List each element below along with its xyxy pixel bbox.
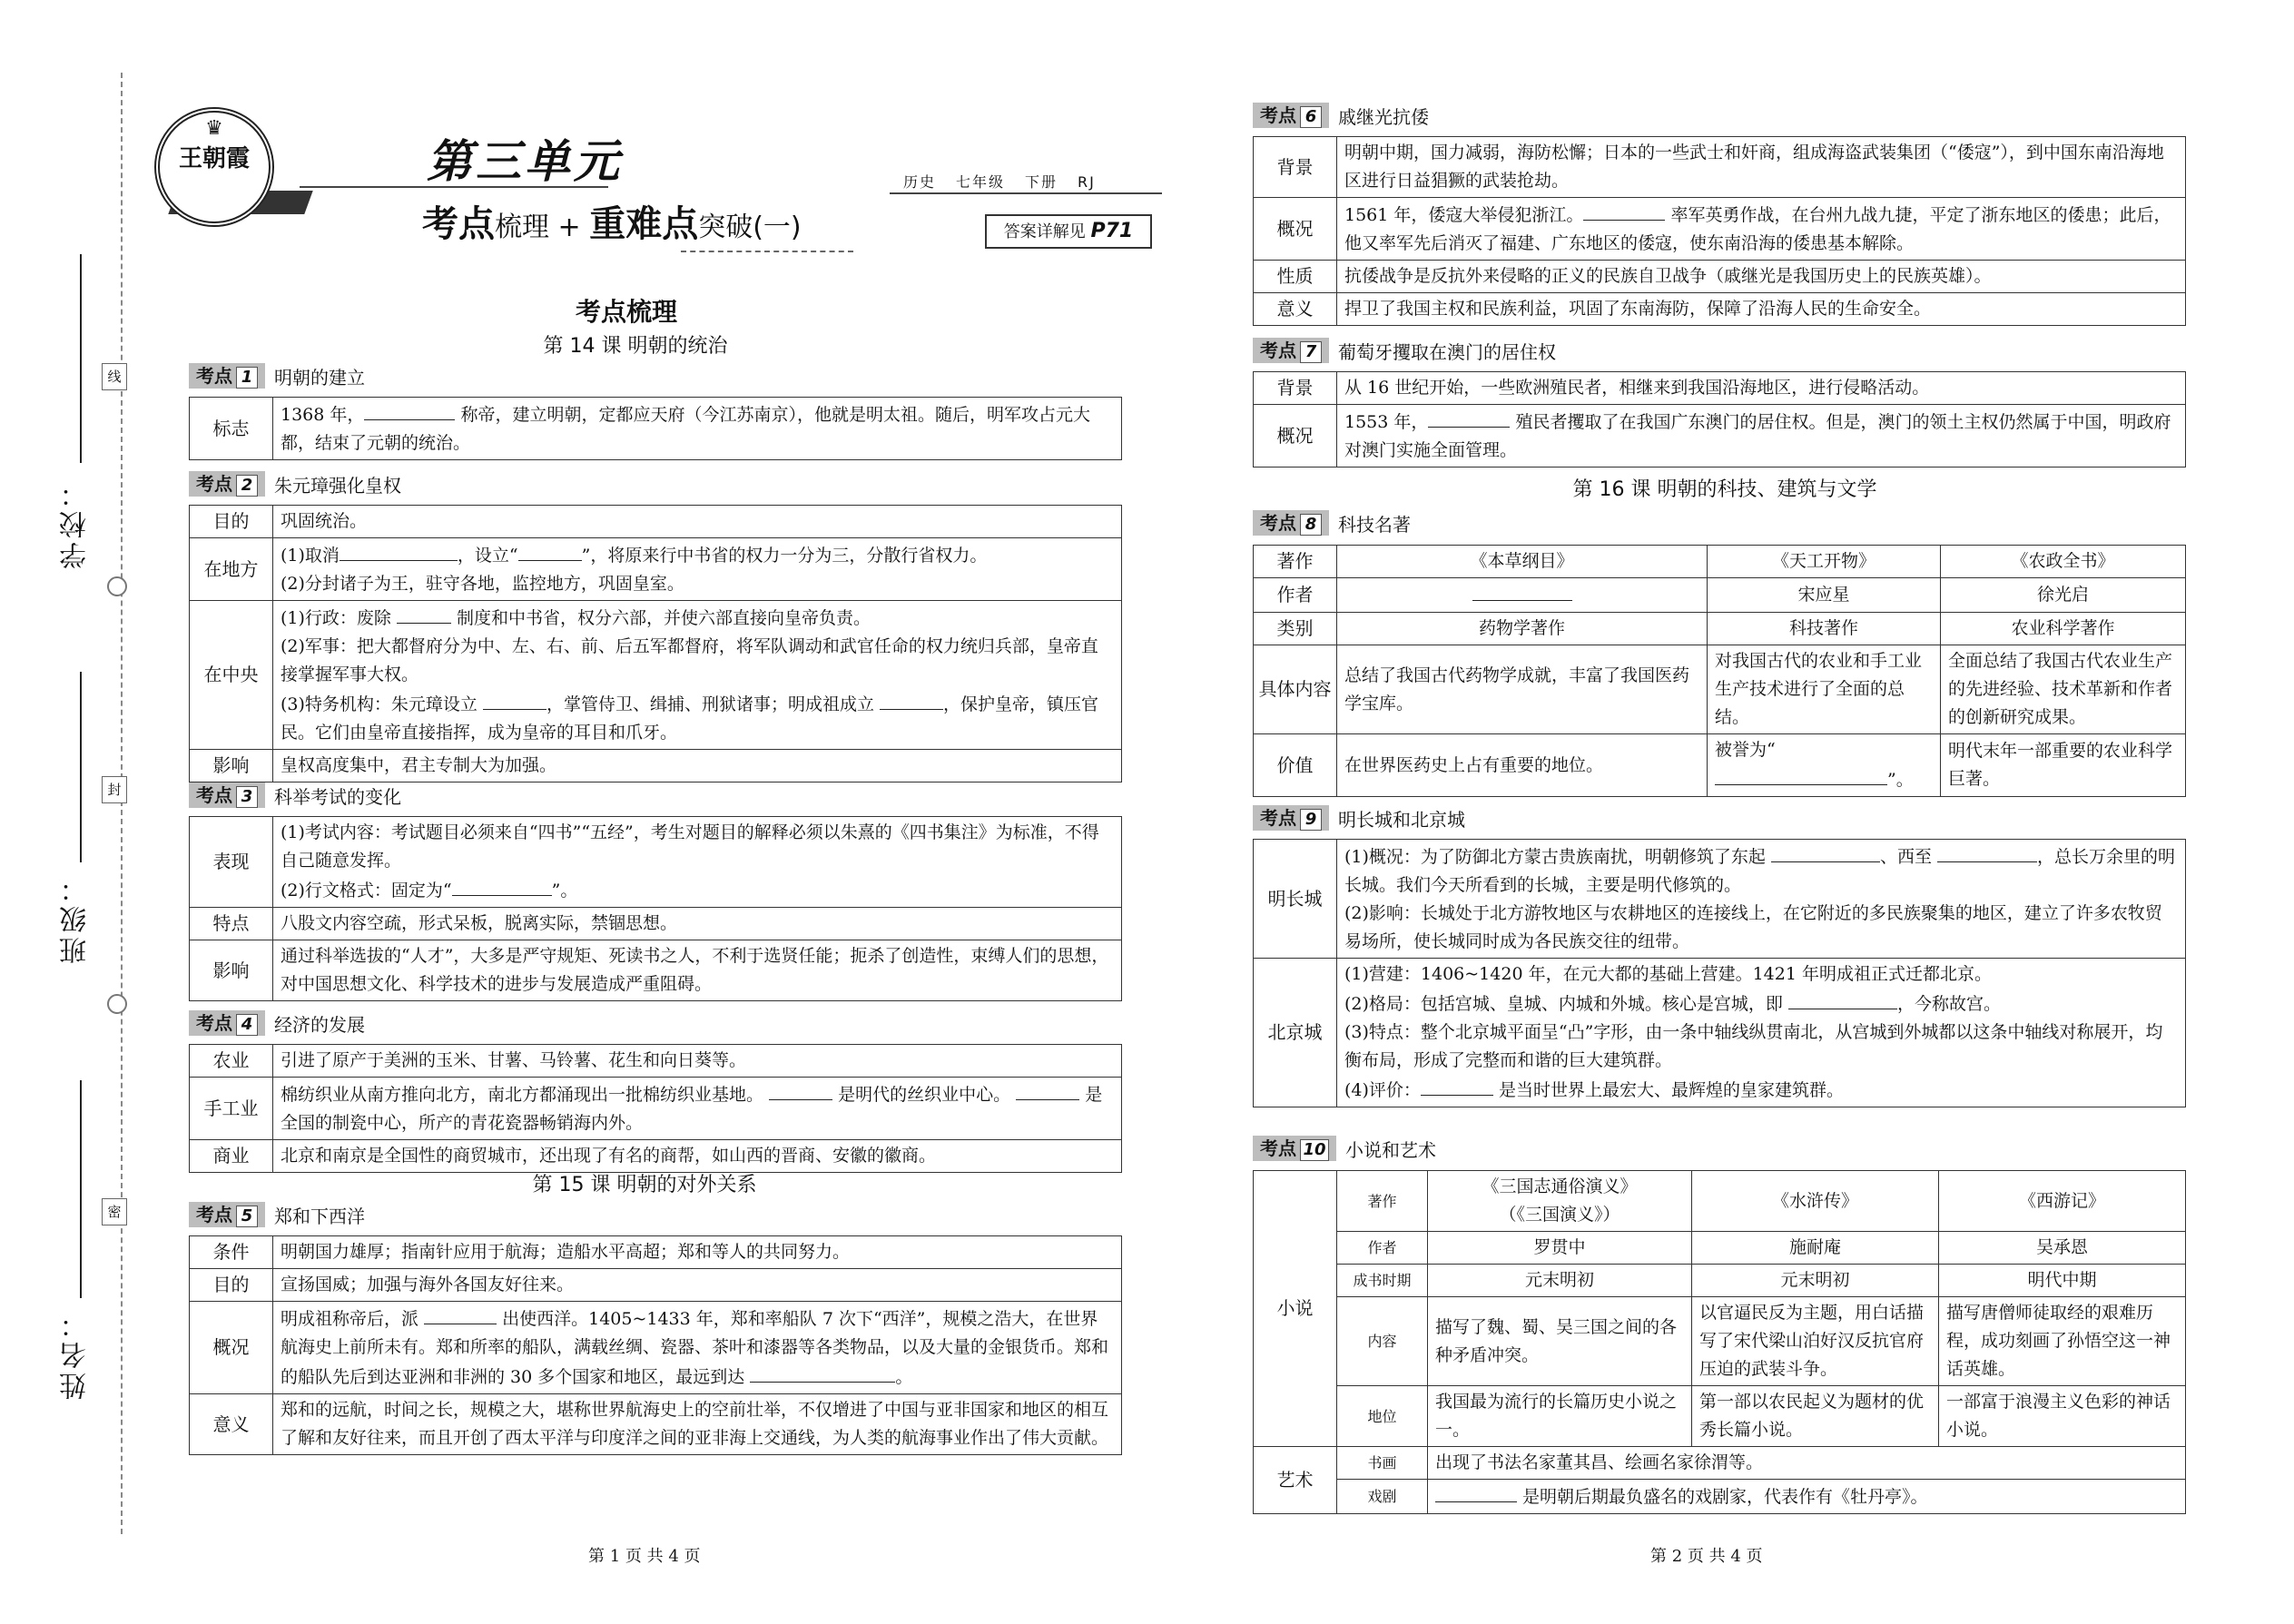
blank[interactable]	[424, 1304, 497, 1324]
blank[interactable]	[769, 1079, 832, 1100]
page-number-right: 第 2 页 共 4 页	[1650, 1547, 1763, 1566]
binding-dashed-line	[121, 73, 123, 1534]
blank[interactable]	[397, 603, 451, 624]
topic-4-heading: 考点 4 经济的发展	[189, 1010, 365, 1036]
divider	[890, 192, 1162, 194]
punch-hole	[107, 576, 127, 596]
blank[interactable]	[364, 399, 455, 420]
topic-7-table: 背景 从 16 世纪开始，一些欧洲殖民者，相继来到我国沿海地区，进行侵略活动。 概况 1553 年， 殖民者攫取了在我国广东澳门的居住权。但是，澳门的领土主权仍然属于中国，明政府对澳门实施全面管理。	[1253, 371, 2186, 468]
page-number-left: 第 1 页 共 4 页	[588, 1547, 701, 1566]
topic-10-table: 小说 著作 《三国志通俗演义》 （《三国演义》） 《水浒传》 《西游记》 作者 罗贯中 施耐庵 吴承恩 成书时期 元末明初 元末明初 明代中期 内容 描写了魏、蜀、吴三国之间的各种矛盾冲突。 以官逼民反为主题，用白话描写了宋代梁山泊好汉反抗官府压迫的武装斗争。 描写唐僧师徒取经的艰难历程，成功刻画了孙悟空这一神话英雄。 地位 我国最为流行的长篇历史小说之一。 第一部以农民起义为题材的优秀长篇小说。 一部富于浪漫主义色彩的神话小说。 艺术 书画 出现了书法名家董其昌、绘画名家徐渭等。 戏剧 是明朝后期最负盛名的戏剧家，代表作有《牡丹亭》。	[1253, 1170, 2186, 1514]
section-heading: 考点梳理	[575, 297, 677, 327]
topic-10-heading: 考点 10 小说和艺术	[1253, 1136, 1436, 1161]
seal-mark-line: 线	[102, 363, 127, 390]
lesson-16-title: 第 16 课 明朝的科技、建筑与文学	[1572, 478, 1877, 501]
unit-title: 第三单元	[427, 135, 623, 188]
school-label: 学校：	[60, 477, 92, 569]
class-field[interactable]	[80, 672, 82, 862]
blank[interactable]	[750, 1362, 895, 1383]
topic-2-heading: 考点 2 朱元璋强化皇权	[189, 471, 401, 497]
blank[interactable]	[1421, 1075, 1493, 1096]
blank[interactable]	[1016, 1079, 1079, 1100]
blank[interactable]	[452, 875, 552, 896]
seal-mark-secret: 密	[102, 1198, 127, 1225]
topic-1-heading: 考点 1 明朝的建立	[189, 363, 365, 389]
topic-7-heading: 考点 7 葡萄牙攫取在澳门的居住权	[1253, 338, 1556, 363]
topic-8-heading: 考点 8 科技名著	[1253, 510, 1411, 536]
blank[interactable]	[1771, 842, 1880, 862]
blank[interactable]	[1583, 200, 1665, 221]
topic-3-heading: 考点 3 科举考试的变化	[189, 782, 401, 808]
blank[interactable]	[1788, 989, 1897, 1009]
lesson-15-title: 第 15 课 明朝的对外关系	[532, 1174, 757, 1196]
topic-8-table: 著作 《本草纲目》 《天工开物》 《农政全书》 作者 宋应星 徐光启 类别 药物学著作 科技著作 农业科学著作 具体内容 总结了我国古代药物学成就，丰富了我国医药学宝库。 对我国古代的农业和手工业生产技术进行了全面的总结。 全面总结了我国古代农业生产的先进经验、技术革新和作者的创新研究成果。 价值 在世界医药史上占有重要的地位。 被誉为“”。 明代末年一部重要的农业科学巨著。	[1253, 545, 2186, 797]
decorative-dash	[681, 251, 853, 252]
topic-title: 考点梳理 + 重难点突破(一)	[422, 203, 802, 245]
brand-logo: ♛ 王朝霞	[154, 107, 274, 227]
crown-icon: ♛	[205, 117, 223, 140]
class-label: 班级：	[60, 871, 92, 964]
topic-5-heading: 考点 5 郑和下西洋	[189, 1202, 365, 1227]
topic-9-table: 明长城 (1)概况：为了防御北方蒙古贵族南扰，明朝修筑了东起 、西至 ，总长万余里的明长城。我们今天所看到的长城，主要是明代修筑的。 (2)影响：长城处于北方游牧地区与农耕地区的连接线上，在它附近的多民族聚集的地区，建立了许多农牧贸易场所，使长城同时成为各民族交往的纽带。 北京城 (1)营建：1406~1420 年，在元大都的基础上营建。1421 年明成祖正式迁都北京。 (2)格局：包括宫城、皇城、内城和外城。核心是宫城，即 ，今称故宫。 (3)特点：整个北京城平面呈“凸”字形，由一条中轴线纵贯南北，从宫城到外城都以这条中轴线对称展开，均衡布局，形成了完整而和谐的巨大建筑群。 (4)评价： 是当时世界上最宏大、最辉煌的皇家建筑群。	[1253, 839, 2186, 1107]
lesson-14-title: 第 14 课 明朝的统治	[543, 335, 728, 358]
blank[interactable]	[1937, 842, 2037, 862]
name-label: 姓名：	[60, 1307, 92, 1400]
blank[interactable]	[1435, 1481, 1517, 1502]
topic-5-table: 条件 明朝国力雄厚；指南针应用于航海；造船水平高超；郑和等人的共同努力。 目的 宣扬国威；加强与海外各国友好往来。 概况 明成祖称帝后，派 出使西洋。1405~1433 年，郑和率船队 7 次下“西洋”，规模之浩大，在世界航海史上前所未有。郑和所率的船队，满载丝绸、瓷器、茶叶和漆器等各类物品，以及大量的金银货币。郑和的船队先后到达亚洲和非洲的 30 多个国家和地区，最远到达 。 意义 郑和的远航，时间之长，规模之大，堪称世界航海史上的空前壮举，不仅增进了中国与亚非国家和地区的相互了解和友好往来，而且开创了西太平洋与印度洋之间的亚非海上交通线，为人类的航海事业作出了伟大贡献。	[189, 1235, 1122, 1455]
blank[interactable]	[518, 540, 582, 561]
topic-9-heading: 考点 9 明长城和北京城	[1253, 805, 1465, 831]
answer-reference: 答案详解见 P71	[985, 214, 1152, 249]
topic-4-table: 农业 引进了原产于美洲的玉米、甘薯、马铃薯、花生和向日葵等。 手工业 棉纺织业从南方推向北方，南北方都涌现出一批棉纺织业基地。 是明代的丝织业中心。 是全国的制瓷中心，所产的青花瓷器畅销海内外。 商业 北京和南京是全国性的商贸城市，还出现了有名的商帮，如山西的晋商、安徽的徽商。	[189, 1044, 1122, 1173]
blank[interactable]	[1715, 764, 1887, 785]
blank[interactable]	[1472, 580, 1572, 601]
topic-1-table: 标志 1368 年， 称帝，建立明朝，定都应天府（今江苏南京），他就是明太祖。随后，明军攻占元大都，结束了元朝的统治。	[189, 397, 1122, 460]
seal-mark-seal: 封	[102, 776, 127, 803]
topic-6-heading: 考点 6 戚继光抗倭	[1253, 103, 1429, 128]
topic-6-table: 背景 明朝中期，国力减弱，海防松懈；日本的一些武士和奸商，组成海盗武装集团（“倭寇”），到中国东南沿海地区进行日益猖獗的武装抢劫。 概况 1561 年，倭寇大举侵犯浙江。 率军英勇作战，在台州九战九捷，平定了浙东地区的倭患；此后，他又率军先后消灭了福建、广东地区的倭寇，使东南沿海的倭患基本解除。 性质 抗倭战争是反抗外来侵略的正义的民族自卫战争（戚继光是我国历史上的民族英雄）。 意义 捍卫了我国主权和民族利益，巩固了东南海防，保障了沿海人民的生命安全。	[1253, 136, 2186, 326]
subject-tags: 历史 七年级 下册 RJ	[903, 173, 1096, 191]
topic-3-table: 表现 (1)考试内容：考试题目必须来自“四书”“五经”，考生对题目的解释必须以朱熹的《四书集注》为标准，不得自己随意发挥。 (2)行文格式：固定为“ ”。 特点 八股文内容空疏，形式呆板，脱离实际，禁锢思想。 影响 通过科举选拔的“人才”，大多是严守规矩、死读书之人，不利于选贤任能；扼杀了创造性，束缚人们的思想，对中国思想文化、科学技术的进步与发展造成严重阻碍。	[189, 816, 1122, 1001]
blank[interactable]	[483, 689, 546, 710]
name-field[interactable]	[80, 1080, 82, 1298]
blank[interactable]	[880, 689, 943, 710]
school-field[interactable]	[80, 254, 82, 463]
divider	[300, 186, 608, 188]
punch-hole	[107, 994, 127, 1014]
blank[interactable]	[1428, 407, 1510, 428]
topic-2-table: 目的 巩固统治。 在地方 (1)取消 ，设立“ ”，将原来行中书省的权力一分为三，分散行省权力。 (2)分封诸子为王，驻守各地，监控地方，巩固皇室。 在中央 (1)行政：废除 制度和中书省，权分六部，并使六部直接向皇帝负责。 (2)军事：把大都督府分为中、左、右、前、后五军都督府，将军队调动和武官任命的权力统归兵部，皇帝直接掌握军事大权。 (3)特务机构：朱元璋设立 ，掌管侍卫、缉捕、刑狱诸事；明成祖成立 ，保护皇帝，镇压官民。它们由皇帝直接指挥，成为皇帝的耳目和爪牙。 影响 皇权高度集中，君主专制大为加强。	[189, 505, 1122, 782]
blank[interactable]	[340, 540, 458, 561]
